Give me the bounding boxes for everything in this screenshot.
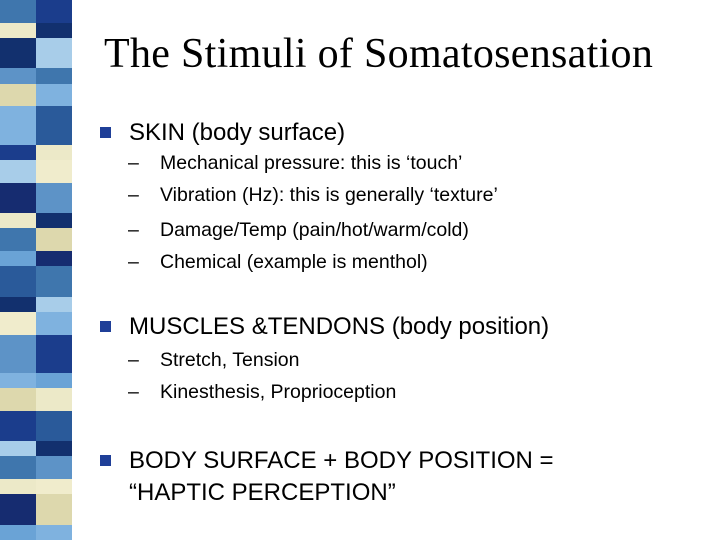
- strip-tile: [36, 411, 72, 441]
- bullet-text-line: “HAPTIC PERCEPTION”: [129, 479, 396, 506]
- strip-tile: [0, 106, 36, 144]
- strip-tile: [36, 388, 72, 411]
- slide-title: The Stimuli of Somatosensation: [104, 31, 654, 77]
- strip-tile: [0, 479, 36, 494]
- strip-tile: [36, 145, 72, 160]
- strip-tile: [0, 388, 36, 411]
- strip-tile: [0, 183, 36, 213]
- strip-tile: [0, 335, 36, 373]
- strip-tile: [36, 68, 72, 83]
- strip-tile: [0, 213, 36, 228]
- strip-tile: [0, 494, 36, 524]
- square-bullet-icon: [100, 455, 111, 466]
- strip-tile: [36, 525, 72, 540]
- strip-tile: [0, 38, 36, 68]
- bullet-text: SKIN (body surface): [129, 119, 346, 146]
- strip-tile: [0, 373, 36, 388]
- strip-tile: [0, 68, 36, 83]
- strip-tile: [36, 373, 72, 388]
- dash-marker: –: [128, 349, 139, 371]
- bullet-haptic: [100, 445, 554, 509]
- strip-tile: [0, 297, 36, 312]
- strip-tile: [36, 160, 72, 183]
- strip-tile: [36, 479, 72, 494]
- sub-bullet: [128, 250, 428, 274]
- strip-tile: [0, 456, 36, 479]
- dash-marker: –: [128, 152, 139, 174]
- strip-tile: [36, 297, 72, 312]
- strip-tile: [0, 525, 36, 540]
- decorative-strip: [0, 0, 72, 540]
- bullet-muscles: [100, 311, 549, 343]
- sub-bullet-text: Stretch, Tension: [160, 349, 300, 371]
- strip-tile: [36, 335, 72, 373]
- sub-bullet-text: Damage/Temp (pain/hot/warm/cold): [160, 219, 469, 241]
- strip-tile: [0, 441, 36, 456]
- strip-tile: [0, 228, 36, 251]
- strip-tile: [36, 84, 72, 107]
- strip-tile: [0, 0, 36, 23]
- dash-marker: –: [128, 381, 139, 403]
- strip-tile: [36, 494, 72, 524]
- bullet-skin: [100, 117, 345, 149]
- strip-tile: [36, 23, 72, 38]
- strip-tile: [36, 183, 72, 213]
- sub-bullet-text: Mechanical pressure: this is ‘touch’: [160, 152, 463, 174]
- strip-tile: [0, 23, 36, 38]
- sub-bullet-text: Vibration (Hz): this is generally ‘texture’: [160, 184, 498, 206]
- strip-tile: [0, 160, 36, 183]
- dash-marker: –: [128, 184, 139, 206]
- strip-tile: [36, 456, 72, 479]
- bullet-text-line: BODY SURFACE + BODY POSITION =: [129, 447, 554, 474]
- dash-marker: –: [128, 219, 139, 241]
- strip-tile: [36, 266, 72, 296]
- dash-marker: –: [128, 251, 139, 273]
- sub-bullet: [128, 218, 469, 242]
- strip-tile: [36, 228, 72, 251]
- strip-column-right: [36, 0, 72, 540]
- strip-tile: [36, 213, 72, 228]
- strip-tile: [0, 411, 36, 441]
- sub-bullet: [128, 183, 498, 207]
- sub-bullet: [128, 151, 462, 175]
- strip-column-left: [0, 0, 36, 540]
- sub-bullet: [128, 380, 396, 404]
- strip-tile: [0, 84, 36, 107]
- strip-tile: [0, 266, 36, 296]
- square-bullet-icon: [100, 127, 111, 138]
- square-bullet-icon: [100, 321, 111, 332]
- strip-tile: [0, 312, 36, 335]
- strip-tile: [36, 38, 72, 68]
- sub-bullet-text: Chemical (example is menthol): [160, 251, 428, 273]
- strip-tile: [36, 441, 72, 456]
- strip-tile: [36, 251, 72, 266]
- strip-tile: [36, 106, 72, 144]
- strip-tile: [36, 0, 72, 23]
- strip-tile: [36, 312, 72, 335]
- bullet-text: MUSCLES &TENDONS (body position): [129, 313, 550, 340]
- sub-bullet: [128, 348, 299, 372]
- strip-tile: [0, 251, 36, 266]
- strip-tile: [0, 145, 36, 160]
- sub-bullet-text: Kinesthesis, Proprioception: [160, 381, 397, 403]
